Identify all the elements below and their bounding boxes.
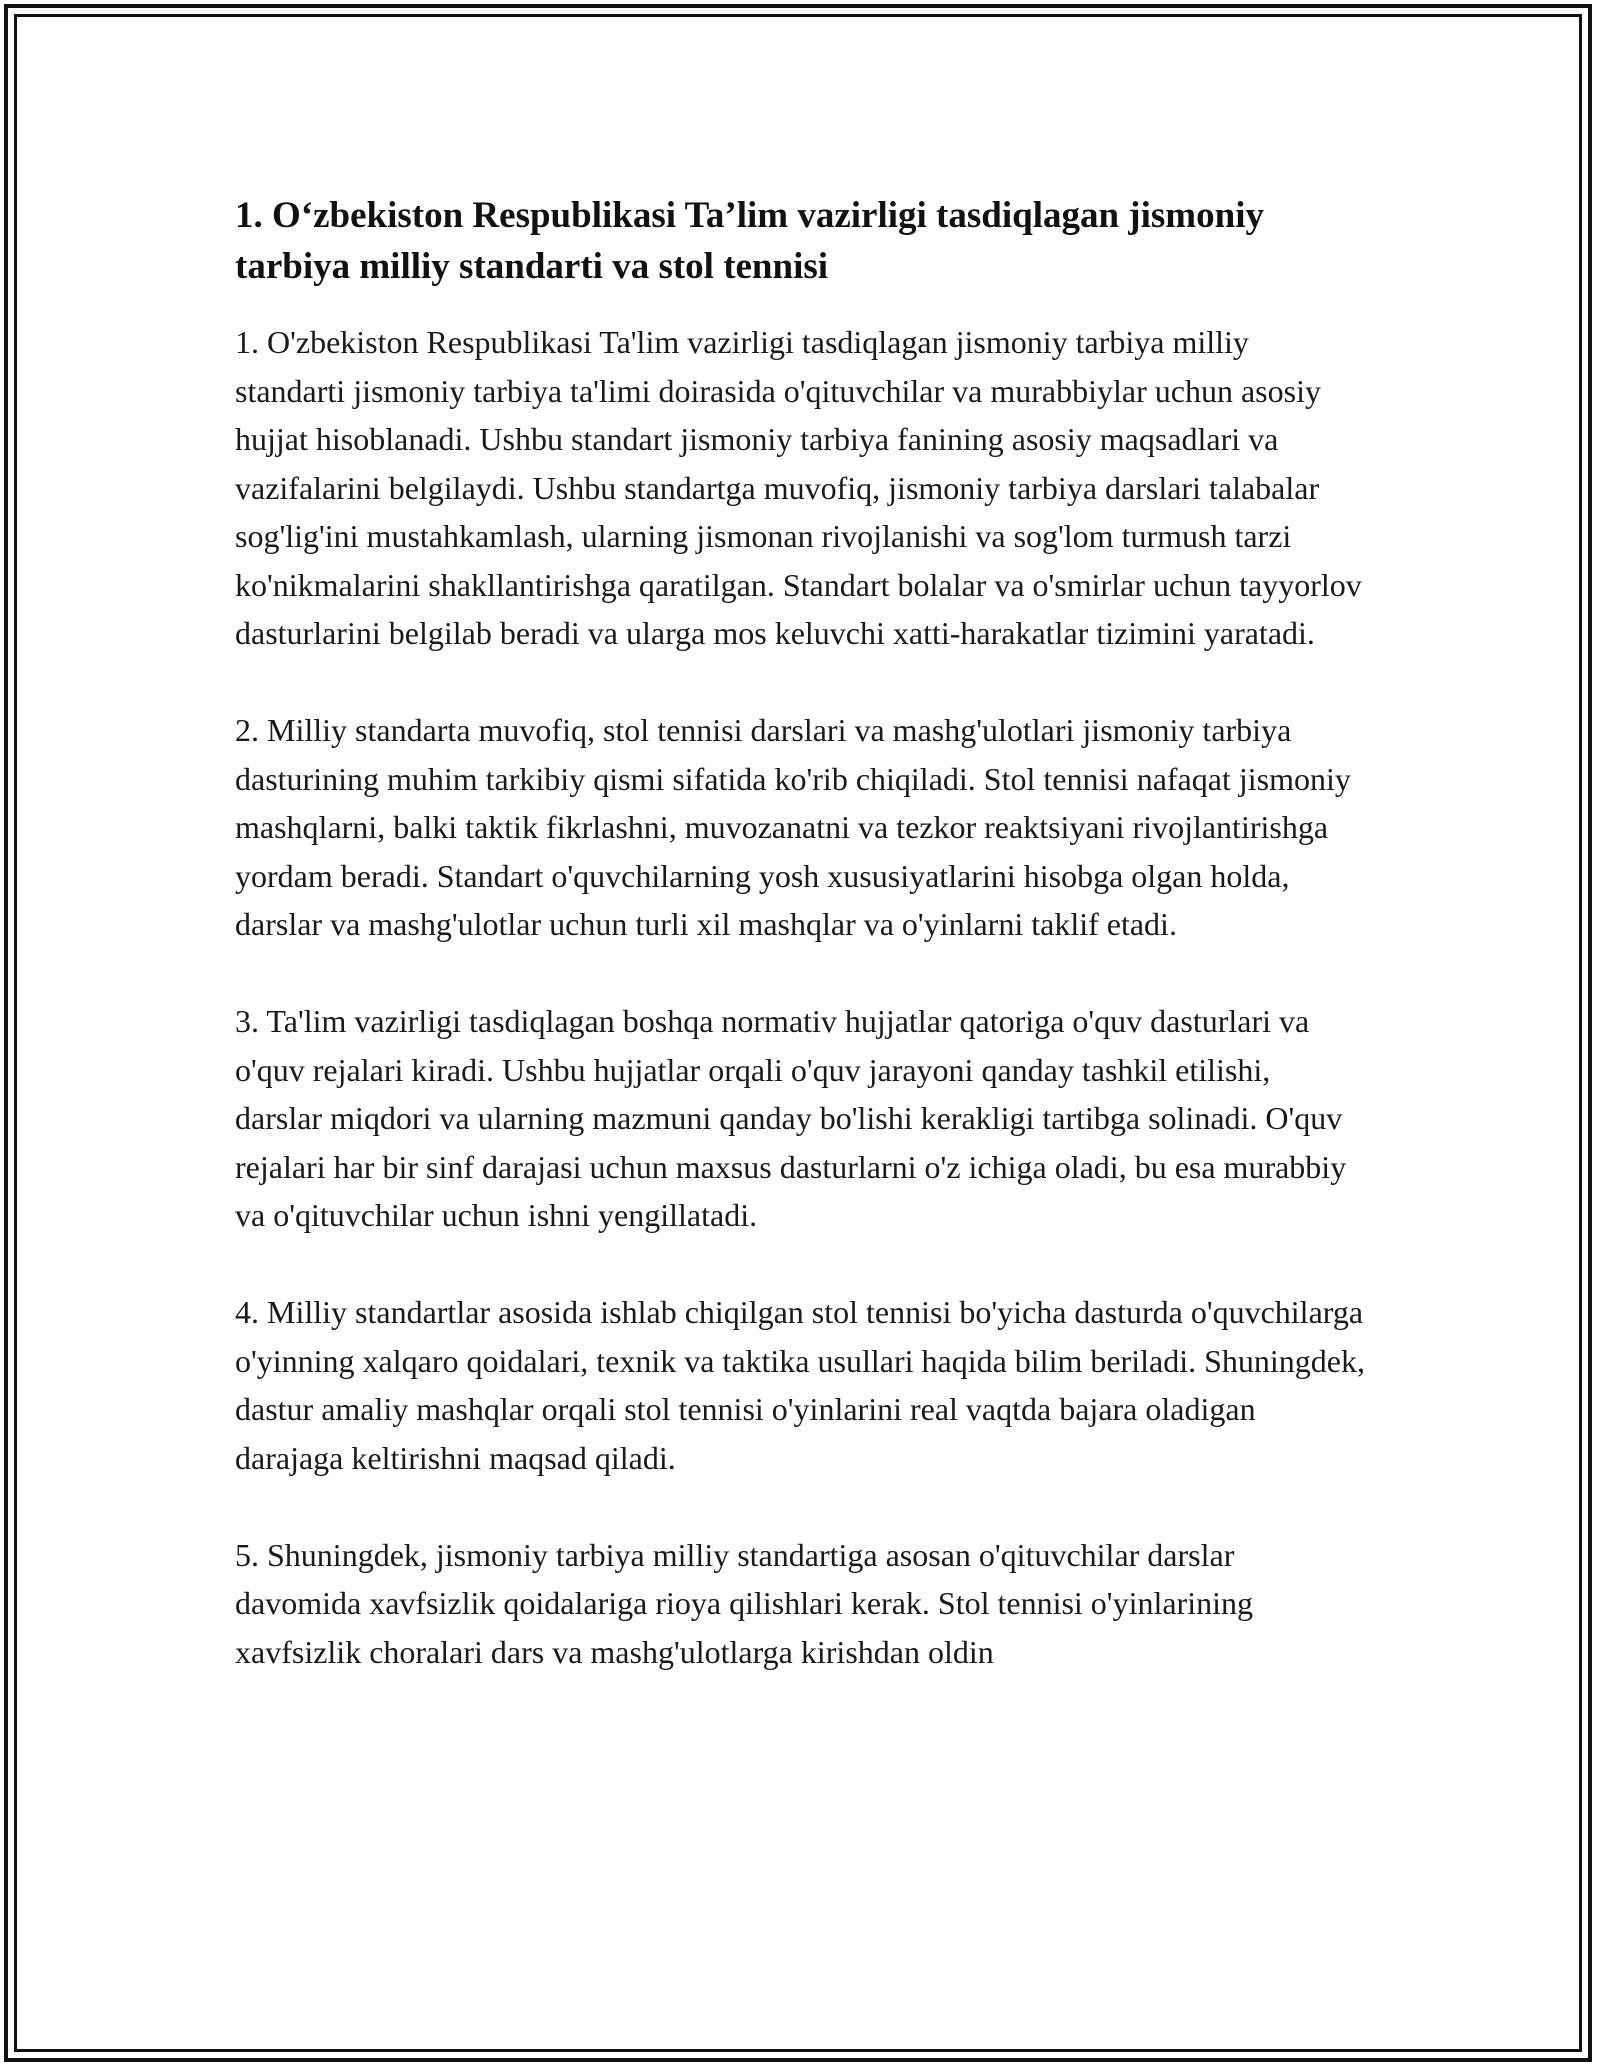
paragraph-5: 5. Shuningdek, jismoniy tarbiya milliy standartiga asosan o'qituvchilar darslar davomida xavfsizlik qoidalariga rioya qilishlari kerak. Stol tennisi o'yinlarining xavfsizlik choralari dars va mashg'ulotlarga kirishdan oldin bbox=[235, 1536, 1253, 1670]
document-body bbox=[235, 190, 1365, 1725]
paragraph-4: 4. Milliy standartlar asosida ishlab chiqilgan stol tennisi bo'yicha dasturda o'quvchilarga o'yinning xalqaro qoidalari, texnik va taktika usullari haqida bilim beriladi. Shuningdek, dastur amaliy mashqlar orqali stol tennisi o'yinlarini real vaqtda bajara oladigan darajaga keltirishni maqsad qiladi. bbox=[235, 1294, 1365, 1476]
paragraph-3: 3. Ta'lim vazirligi tasdiqlagan boshqa normativ hujjatlar qatoriga o'quv dasturlari va o'quv rejalari kiradi. Ushbu hujjatlar orqali o'quv jarayoni qanday tashkil etilishi, darslar miqdori va ularning mazmuni qanday bo'lishi kerakligi tartibga solinadi. O'quv rejalari har bir sinf darajasi uchun maxsus dasturlarni o'z ichiga oladi, bu esa murabbiy va o'qituvchilar uchun ishni yengillatadi. bbox=[235, 1003, 1347, 1233]
paragraph-1: 1. O'zbekiston Respublikasi Ta'lim vazirligi tasdiqlagan jismoniy tarbiya milliy standarti jismoniy tarbiya ta'limi doirasida o'qituvchilar va murabbiylar uchun asosiy hujjat hisoblanadi. Ushbu standart jismoniy tarbiya fanining asosiy maqsadlari va vazifalarini belgilaydi. Ushbu standartga muvofiq, jismoniy tarbiya darslari talabalar sog'lig'ini mustahkamlash, ularning jismonan rivojlanishi va sog'lom turmush tarzi ko'nikmalarini shakllantirishga qaratilgan. Standart bolalar va o'smirlar uchun tayyorlov dasturlarini belgilab beradi va ularga mos keluvchi xatti-harakatlar tizimini yaratadi. bbox=[235, 324, 1362, 651]
section-heading: 1. O‘zbekiston Respublikasi Ta’lim vazirligi tasdiqlagan jismoniy tarbiya milliy standarti va stol tennisi bbox=[235, 195, 1264, 287]
paragraph-2: 2. Milliy standarta muvofiq, stol tennisi darslari va mashg'ulotlari jismoniy tarbiya dasturining muhim tarkibiy qismi sifatida ko'rib chiqiladi. Stol tennisi nafaqat jismoniy mashqlarni, balki taktik fikrlashni, muvozanatni va tezkor reaktsiyani rivojlantirishga yordam beradi. Standart o'quvchilarning yosh xususiyatlarini hisobga olgan holda, darslar va mashg'ulotlar uchun turli xil mashqlar va o'yinlarni taklif etadi. bbox=[235, 712, 1351, 942]
